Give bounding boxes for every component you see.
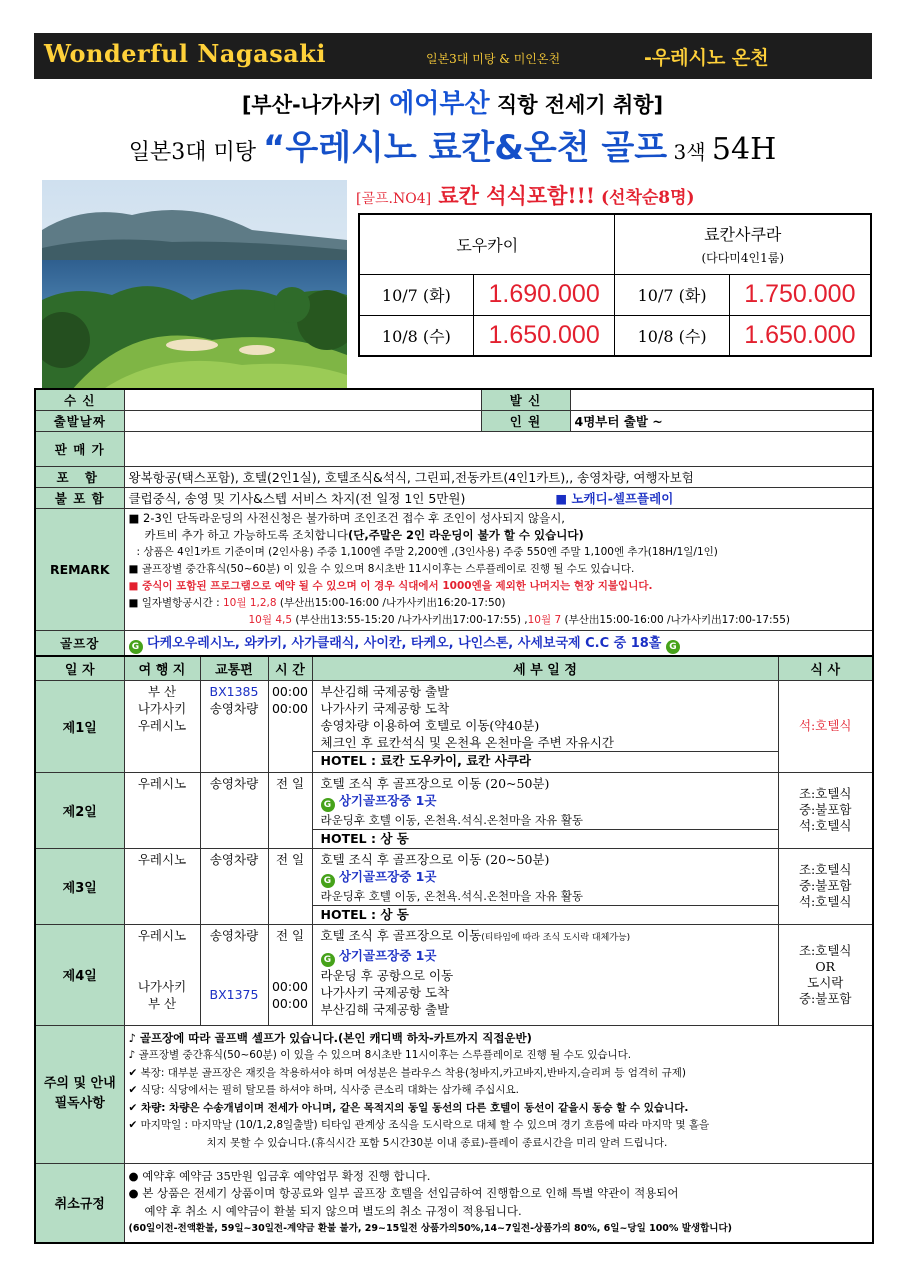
detail-line: 체크인 후 료칸석식 및 온천욕 온천마을 주변 자유시간 <box>320 734 614 750</box>
detail-line: 부산김해 국제공항 출발 <box>320 683 450 699</box>
top-banner <box>34 33 872 79</box>
detail-note: (티타임에 따라 조식 도시락 대체가능) <box>481 932 631 943</box>
place: 우레시노 <box>137 851 187 867</box>
day-label: 제2일 <box>35 772 124 848</box>
flight-number: BX1375 <box>209 986 259 1002</box>
cancel-label: 취소규정 <box>35 1163 124 1243</box>
price-date: 10/8 (수) <box>615 315 729 356</box>
meal-cell <box>778 772 873 848</box>
meal: OR <box>815 958 836 974</box>
detail-line: 나가사키 국제공항 도착 <box>320 984 450 1000</box>
recipient-value <box>124 389 481 411</box>
promo-text: 료칸 석식포함!!! <box>431 183 596 208</box>
airline-name: 에어부산 <box>389 89 490 119</box>
place-cell <box>124 848 200 924</box>
detail-cell <box>312 848 778 924</box>
day-label: 제4일 <box>35 924 124 1025</box>
header-time: 시 간 <box>268 656 312 680</box>
golf-course-label: 골프장 <box>35 631 124 657</box>
golf-icon: G <box>321 953 335 967</box>
time-cell <box>268 848 312 924</box>
golf-line <box>313 792 778 812</box>
meal: 석:호텔식 <box>798 894 852 909</box>
detail-line: 라운딩후 호텔 이동, 온천욕.석식.온천마을 자유 활동 <box>320 888 584 903</box>
title-main: “우레시노 료칸&온천 골프 <box>263 128 668 168</box>
time: 전 일 <box>275 927 305 943</box>
meal: 석:호텔식 <box>798 818 852 833</box>
golf-icon: G <box>321 874 335 888</box>
time: 00:00 <box>271 683 309 699</box>
itinerary-row <box>35 848 873 924</box>
meal: 중:불포함 <box>798 878 852 893</box>
detail-line: 송영차량 이용하여 호텔로 이동(약40분) <box>320 717 540 733</box>
exclude-value: 클럽중식, 송영 및 기사&스텝 서비스 차지(전 일정 1인 5만원) <box>128 491 466 506</box>
transport: 송영차량 <box>209 775 259 791</box>
title-holes: 54H <box>711 132 777 167</box>
golf-text: 상기골프장중 1곳 <box>338 868 437 884</box>
place: 우레시노 <box>137 717 187 733</box>
golf-text: 상기골프장중 1곳 <box>338 792 437 808</box>
exclude-row <box>124 488 873 509</box>
meal-cell <box>778 924 873 1025</box>
time: 00:00 <box>271 995 309 1011</box>
meal: 조:호텔식 <box>798 942 852 958</box>
time-cell <box>268 772 312 848</box>
hotel-line: HOTEL : 상 동 <box>313 905 778 923</box>
price-table <box>358 213 872 357</box>
notice-line: ✔ 복장: 대부분 골프장은 재킷을 착용하셔야 하며 여성분은 블라우스 착용(청바지,카고바지,반바지,슬리퍼 등 엄격히 규제) <box>128 1066 686 1079</box>
cancel-line: ● 본 상품은 전세기 상품이며 항공료와 일부 골프장 호텔을 선입금하여 진행함으로 인해 특별 약관이 적용되어 <box>128 1186 679 1200</box>
time: 00:00 <box>271 700 309 716</box>
place: 우레시노 <box>137 775 187 791</box>
info-table <box>34 388 874 657</box>
transport: 송영차량 <box>209 700 259 716</box>
golf-icon: G <box>321 798 335 812</box>
cancel-line: (60일이전-전액환불, 59일~30일전-계약금 환불 불가, 29~15일전 상품가의50%,14~7일전-상품가의 80%, 6일~당일 100% 발생합니다) <box>128 1223 732 1234</box>
transport-cell <box>200 680 268 772</box>
header-transport: 교통편 <box>200 656 268 680</box>
product-title <box>0 120 905 169</box>
remark-line <box>129 595 869 612</box>
notice-label: 주의 및 안내 필독사항 <box>35 1025 124 1163</box>
flight-post: 직항 전세기 취항] <box>489 93 664 117</box>
itinerary-row <box>35 680 873 772</box>
people-value: 4명부터 출발 ~ <box>570 411 873 432</box>
cancel-line: ● 예약후 예약금 35만원 입금후 예약업무 확정 진행 합니다. <box>128 1168 431 1183</box>
meal: 중:불포함 <box>798 802 852 817</box>
detail-cell <box>312 680 778 772</box>
time: 전 일 <box>275 775 305 791</box>
hotel-sakura-header <box>615 214 871 274</box>
notice-content <box>124 1025 873 1163</box>
meal-cell <box>778 680 873 772</box>
detail-line <box>313 927 778 947</box>
meal-cell <box>778 848 873 924</box>
place-cell <box>124 924 200 1025</box>
exclude-note: ■ 노캐디-셀프플레이 <box>555 491 674 506</box>
remark-text: ■ 일자별항공시간 : <box>128 597 223 609</box>
price-value: 1.650.000 <box>473 315 615 356</box>
detail-line: 나가사키 국제공항 도착 <box>320 700 450 716</box>
transport-cell <box>200 848 268 924</box>
price-field <box>124 432 873 467</box>
golf-course-row <box>124 631 873 657</box>
sender-label: 발 신 <box>481 389 570 411</box>
header-detail: 세 부 일 정 <box>312 656 778 680</box>
remark-date: 10월 1,2,8 <box>222 597 277 609</box>
hotel-sakura-name: 료칸사쿠라 <box>704 225 782 245</box>
flight-headline <box>0 83 905 120</box>
notice-line: ♪ 골프장별 중간휴식(50~60분) 이 있을 수 있으며 8시초반 11시이후는 스루플레이로 진행 될 수도 있습니다. <box>128 1049 632 1061</box>
recipient-label: 수 신 <box>35 389 124 411</box>
meal: 석:호텔식 <box>798 718 852 733</box>
day-label: 제3일 <box>35 848 124 924</box>
place-cell <box>124 680 200 772</box>
remark-text: (부산出15:00-16:00 /나가사키出17:00-17:55) <box>561 614 791 626</box>
remark-text: 카트비 추가 하고 가능하도록 조치합니다 <box>144 528 348 542</box>
price-value: 1.650.000 <box>729 315 871 356</box>
remark-label: REMARK <box>35 509 124 631</box>
itinerary-row <box>35 924 873 1025</box>
cancel-row <box>35 1163 873 1243</box>
price-date: 10/7 (화) <box>359 274 473 315</box>
promo-note: (선착순8명) <box>595 188 695 208</box>
notice-row <box>35 1025 873 1163</box>
detail-cell <box>312 772 778 848</box>
detail-line: 라운딩후 호텔 이동, 온천욕.석식.온천마을 자유 활동 <box>320 812 584 827</box>
remark-content <box>124 509 873 631</box>
place: 나가사키 <box>137 978 187 994</box>
include-value: 왕복항공(택스포함), 호텔(2인1실), 호텔조식&석식, 그린피,전동카트(4인1카트),, 송영차량, 여행자보험 <box>124 467 873 488</box>
cancel-line: 예약 후 취소 시 예약금이 환불 되지 않으며 별도의 취소 규정이 적용됩니다. <box>144 1203 522 1218</box>
title-pre: 일본3대 미탕 <box>128 140 264 165</box>
price-value: 1.690.000 <box>473 274 615 315</box>
detail-cell <box>312 924 778 1025</box>
time: 전 일 <box>275 851 305 867</box>
notice-line: ✔ 식당: 식당에서는 필히 탈모를 하셔야 하며, 식사중 큰소리 대화는 삼가해 주십시요. <box>128 1084 519 1096</box>
golf-icon: G <box>129 640 143 654</box>
promo-code: [골프.NO4] <box>356 191 432 207</box>
meal: 조:호텔식 <box>798 786 852 801</box>
header-day: 일 자 <box>35 656 124 680</box>
remark-emphasis: (단,주말은 2인 라운딩이 불가 할 수 있습니다) <box>347 528 584 542</box>
title-mid: 3색 <box>667 140 712 164</box>
remark-text: (부산出15:00-16:00 /나가사키出16:20-17:50) <box>276 597 506 609</box>
remark-line <box>129 527 869 544</box>
depart-date-value <box>124 411 481 432</box>
meal: 도시락 <box>807 974 844 990</box>
golf-text: 상기골프장중 1곳 <box>338 947 437 963</box>
place: 우레시노 <box>137 927 187 943</box>
day-label: 제1일 <box>35 680 124 772</box>
golf-icon: G <box>666 640 680 654</box>
remark-date: 10월 7 <box>527 614 562 626</box>
detail-line: 부산김해 국제공항 출발 <box>320 1001 450 1017</box>
time-cell <box>268 924 312 1025</box>
golf-course-list: 다케오우레시노, 와카키, 사가클래식, 사이칸, 타케오, 나인스톤, 사세보국제 C.C 중 18홀 <box>147 636 662 651</box>
hotel-line: HOTEL : 료칸 도우카이, 료칸 사쿠라 <box>313 751 778 769</box>
notice-line: ♪ 골프장에 따라 골프백 셀프가 있습니다.(본인 캐디백 하차-카트까지 직접운반) <box>128 1030 532 1045</box>
transport-cell <box>200 924 268 1025</box>
include-label: 포 함 <box>35 467 124 488</box>
banner-title: -우레시노 온천 <box>644 47 769 69</box>
banner-subtitle: 일본3대 미탕 & 미인온천 <box>426 52 561 66</box>
brand-title: Wonderful Nagasaki <box>44 39 327 68</box>
golf-line <box>313 947 778 967</box>
golf-line <box>313 868 778 888</box>
promo-line <box>356 180 695 210</box>
notice-line: ✔ 차량: 차량은 수송개념이며 전세가 아니며, 같은 목적지의 동일 동선의 다른 호텔이 동선이 같을시 동승 할 수 있습니다. <box>128 1101 689 1114</box>
depart-date-label: 출발날짜 <box>35 411 124 432</box>
price-value: 1.750.000 <box>729 274 871 315</box>
flight-number: BX1385 <box>209 683 259 699</box>
itinerary-row <box>35 772 873 848</box>
remark-line <box>129 612 869 629</box>
header-meal: 식 사 <box>778 656 873 680</box>
remark-text: (부산出13:55-15:20 /나가사키出17:00-17:55) , <box>292 614 528 626</box>
meal: 조:호텔식 <box>798 862 852 877</box>
detail-line: 호텔 조식 후 골프장으로 이동 (20~50분) <box>320 851 550 867</box>
hotel-dokai-header: 도우카이 <box>359 214 615 274</box>
notice-line: ✔ 마지막일 : 마지막날 (10/1,2,8일출발) 티타임 관계상 조식을 도시락으로 대체 할 수 있으며 경기 흐름에 따라 마지막 몇 홀을 <box>128 1119 710 1131</box>
meal: 중:불포함 <box>798 990 852 1006</box>
remark-line: ■ 2-3인 단독라운딩의 사전신청은 불가하며 조인조건 접수 후 조인이 성사되지 않을시, <box>128 511 565 525</box>
detail-text: 호텔 조식 후 골프장으로 이동 <box>320 927 482 943</box>
transport: 송영차량 <box>209 851 259 867</box>
remark-line: ■ 중식이 포함된 프로그램으로 예약 될 수 있으며 이 경우 식대에서 1000엔을 제외한 나머지는 현장 지불입니다. <box>128 580 653 592</box>
time: 00:00 <box>271 978 309 994</box>
price-date: 10/8 (수) <box>359 315 473 356</box>
golf-course-photo <box>42 180 347 390</box>
header-place: 여 행 지 <box>124 656 200 680</box>
sender-value <box>570 389 873 411</box>
itinerary-table <box>34 655 874 1244</box>
time-cell <box>268 680 312 772</box>
place-cell <box>124 772 200 848</box>
flight-pre: [부산-나가사키 <box>241 93 390 117</box>
remark-line: : 상품은 4인1카트 기준이며 (2인사용) 주중 1,100엔 주말 2,200엔 ,(3인사용) 주중 550엔 주말 1,100엔 추가(18H/1일/1인) <box>136 546 718 558</box>
place: 나가사키 <box>137 700 187 716</box>
detail-line: 라운딩 후 공항으로 이동 <box>320 967 454 983</box>
exclude-label: 불 포 함 <box>35 488 124 509</box>
place: 부 산 <box>147 683 177 699</box>
remark-date: 10월 4,5 <box>248 614 293 626</box>
hotel-line: HOTEL : 상 동 <box>313 829 778 847</box>
people-label: 인 원 <box>481 411 570 432</box>
hotel-sakura-room: (다다미4인1룸) <box>701 251 785 266</box>
detail-line: 호텔 조식 후 골프장으로 이동 (20~50분) <box>320 775 550 791</box>
price-date: 10/7 (화) <box>615 274 729 315</box>
notice-line: 치지 못할 수 있습니다.(휴식시간 포함 5시간30분 이내 종료)-플레이 종료시간을 미리 알려 드립니다. <box>206 1136 668 1149</box>
cancel-content <box>124 1163 873 1243</box>
transport: 송영차량 <box>209 927 259 943</box>
price-label: 판 매 가 <box>35 432 124 467</box>
remark-line: ■ 골프장별 중간휴식(50~60분) 이 있을 수 있으며 8시초반 11시이후는 스루플레이로 진행 될 수도 있습니다. <box>128 563 635 575</box>
place: 부 산 <box>147 995 177 1011</box>
transport-cell <box>200 772 268 848</box>
